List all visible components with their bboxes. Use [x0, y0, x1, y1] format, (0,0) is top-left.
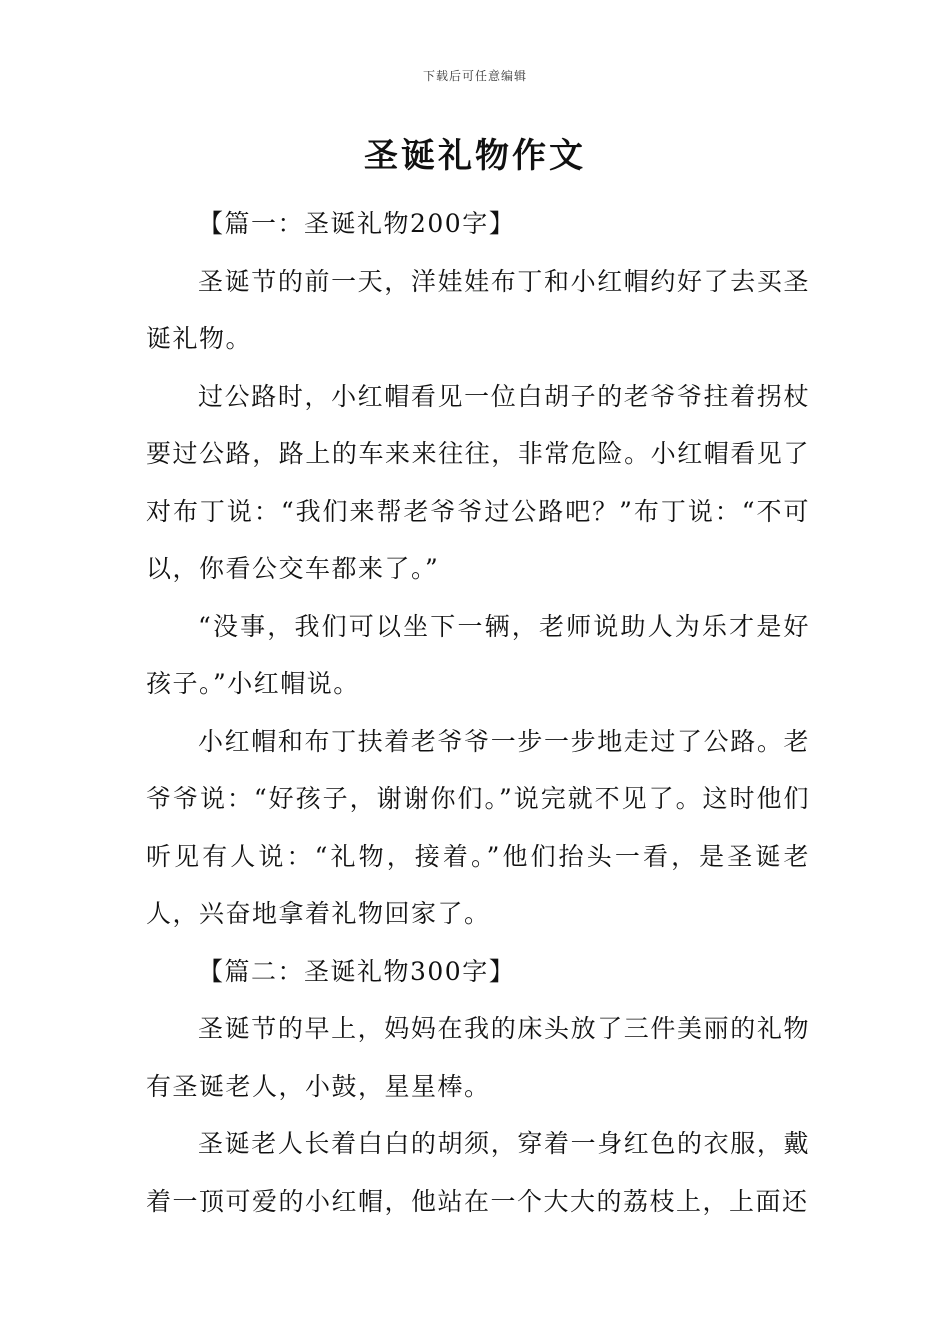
section-heading-2: 【篇二：圣诞礼物300字】	[198, 956, 516, 986]
paragraph: 小红帽和布丁扶着老爷爷一步一步地走过了公路。老爷爷说：“好孩子，谢谢你们。”说完就不见了。这时他们听见有人说：“礼物，接着。”他们抬头一看，是圣诞老人，兴奋地拿着礼物回家了。	[146, 726, 810, 928]
paragraph: “没事，我们可以坐下一辆，老师说助人为乐才是好孩子。”小红帽说。	[146, 611, 810, 698]
header-note: 下载后可任意编辑	[422, 69, 527, 83]
paragraph: 过公路时，小红帽看见一位白胡子的老爷爷拄着拐杖要过公路，路上的车来来往往，非常危险。小红帽看见了对布丁说：“我们来帮老爷爷过公路吧？”布丁说：“不可以，你看公交车都来了。”	[146, 381, 810, 583]
section-heading-1: 【篇一：圣诞礼物200字】	[198, 209, 516, 238]
paragraph: 圣诞老人长着白白的胡须，穿着一身红色的衣服，戴着一顶可爱的小红帽，他站在一个大大的荔枝上，上面还	[146, 1129, 810, 1216]
paragraph: 圣诞节的前一天，洋娃娃布丁和小红帽约好了去买圣诞礼物。	[146, 266, 810, 353]
document-title: 圣诞礼物作文	[364, 136, 586, 176]
paragraph: 圣诞节的早上，妈妈在我的床头放了三件美丽的礼物有圣诞老人，小鼓，星星棒。	[146, 1014, 810, 1101]
document-body	[146, 195, 810, 1230]
